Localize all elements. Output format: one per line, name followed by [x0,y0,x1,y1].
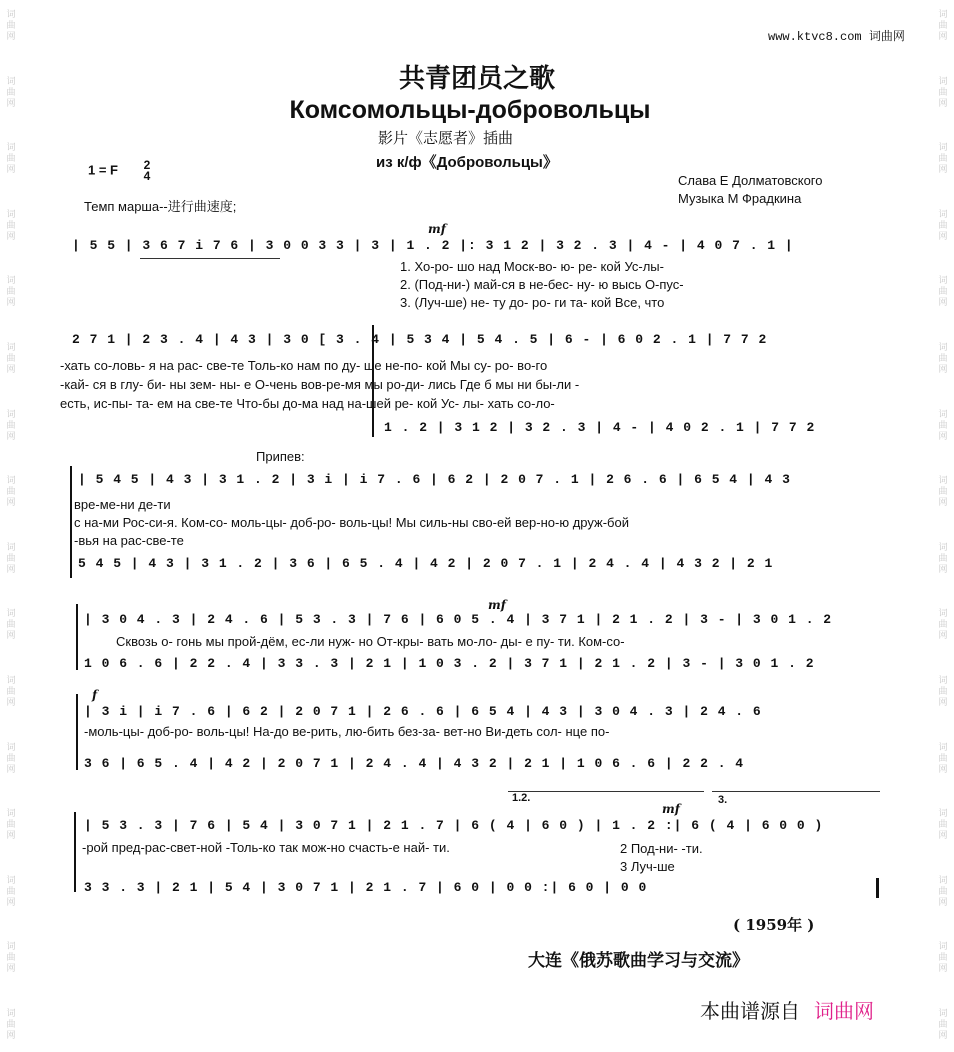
subtitle-russian: из к/ф《Добровольцы》 [376,154,558,171]
title-chinese: 共青团员之歌 [398,64,555,94]
lyric-line: Сквозь о- гонь мы прой-дём, ес-ли нуж- но От-кры- вать мо-ло- ды- е пу- ти. Ком-со- [116,634,625,649]
staff-row-5-lower: 3 6 | 6 5 . 4 | 4 2 | 2 0 7 1 | 2 4 . 4 | 4 3 2 | 2 1 | 1 0 6 . 6 | 2 2 . 4 [84,756,745,771]
watermark-glyph-group: 词 曲 网 [6,542,16,575]
watermark-glyph-group: 词 曲 网 [938,542,948,575]
watermark-glyph-group: 词 曲 网 [6,342,16,375]
dynamic-mf-2: mf [488,598,506,612]
watermark-glyph-group: 词 曲 网 [938,276,948,309]
site-url[interactable]: www.ktvc8.com 词曲网 [768,30,905,44]
lyric-line: -моль-цы- доб-ро- воль-цы! На-до ве-рить, лю-бить без-за- вет-но Ви-деть сол- нце по- [84,724,610,739]
dynamic-mf-3: mf [662,802,680,816]
ending-2-bracket [712,791,880,792]
source-credit: 大连《俄苏歌曲学习与交流》 [528,951,749,971]
staff-row-3-lower: 5 4 5 | 4 3 | 3 1 . 2 | 3 6 | 6 5 . 4 | 4 2 | 2 0 7 . 1 | 2 4 . 4 | 4 3 2 | 2 1 [78,556,774,571]
lyric-line: 3. (Луч-ше) не- ту до- ро- ги та- кой Все, что [400,295,665,310]
watermark-glyph-group: 词 曲 网 [6,209,16,242]
watermark-glyph-group: 词 曲 网 [938,675,948,708]
watermark-glyph-group: 词 曲 网 [6,609,16,642]
staff-row-4-lower: 1 0 6 . 6 | 2 2 . 4 | 3 3 . 3 | 2 1 | 1 0 3 . 2 | 3 7 1 | 2 1 . 2 | 3 - | 3 0 1 . 2 [84,656,815,671]
lyric-line: -вья на рас-све-те [74,533,184,548]
beam-line [140,258,280,259]
lyrics-row-4 [116,634,625,649]
lyric-line: 1. Хо-ро- шо над Моск-во- ю- ре- кой Ус-лы- [400,259,664,274]
system-bracket [76,694,78,770]
lyric-line: 3 Луч-ше [620,859,675,874]
watermark-glyph-group: 词 曲 网 [6,476,16,509]
watermark-glyph-group: 词 曲 网 [6,942,16,975]
watermark-glyph-group: 词 曲 网 [938,875,948,908]
dynamic-mf-1: mf [428,222,446,236]
lyrics-row-2 [60,356,579,413]
staff-row-6: | 5 3 . 3 | 7 6 | 5 4 | 3 0 7 1 | 2 1 . 7 | 6 ( 4 | 6 0 ) | 1 . 2 :| 6 ( 4 | 6 0 0 ) [84,818,824,833]
watermark-glyph-group: 词 曲 网 [938,342,948,375]
composer: Музыка М Фрадкина [678,191,802,206]
watermark-glyph-group: 词 曲 网 [6,875,16,908]
watermark-right [934,0,952,1052]
lyrics-row-1 [400,258,684,312]
lyrics-row-6 [82,840,450,855]
chorus-label: Припев: [256,449,305,464]
watermark-glyph-group: 词 曲 网 [6,675,16,708]
footer-brand-link[interactable]: 词曲网 [814,1001,874,1023]
footer-text: 本曲谱源自 [700,1001,800,1023]
ending-1-label: 1.2. [512,792,531,804]
watermark-glyph-group: 词 曲 网 [938,942,948,975]
watermark-glyph-group: 词 曲 网 [938,809,948,842]
staff-row-2-lower: 1 . 2 | 3 1 2 | 3 2 . 3 | 4 - | 4 0 2 . 1 | 7 7 2 [384,420,816,435]
key-signature [88,160,150,182]
watermark-glyph-group: 词 曲 网 [6,409,16,442]
lyric-line: с на-ми Рос-си-я. Ком-со- моль-цы- доб-ро- воль-цы! Мы силь-ны сво-ей вер-но-ю друж-бой [74,515,629,530]
lyrics-row-5 [84,724,609,739]
year: ( 1959年 ) [733,916,815,934]
lyric-line: вре-ме-ни де-ти [74,497,171,512]
footer [700,995,874,1024]
staff-row-3: | 5 4 5 | 4 3 | 3 1 . 2 | 3 i | i 7 . 6 | 6 2 | 2 0 7 . 1 | 2 6 . 6 | 6 5 4 | 4 3 [78,472,791,487]
watermark-left [2,0,20,1052]
watermark-glyph-group: 词 曲 网 [6,10,16,42]
watermark-glyph-group: 词 曲 网 [938,10,948,42]
system-bracket [70,466,72,578]
lyric-line: есть, ис-пы- та- ем на све-те Что-бы до-ма над на-шей ре- кой Ус- лы- хать со-ло- [60,396,555,411]
staff-row-4: | 3 0 4 . 3 | 2 4 . 6 | 5 3 . 3 | 7 6 | 6 0 5 . 4 | 3 7 1 | 2 1 . 2 | 3 - | 3 0 1 . 2 [84,612,833,627]
watermark-glyph-group: 词 曲 网 [6,76,16,109]
watermark-glyph-group: 词 曲 网 [938,742,948,775]
tempo-marking: Темп марша--进行曲速度; [84,199,237,214]
lyric-line: -хать со-ловь- я на рас- све-те Толь-ко нам по ду- ше не-по- кой Мы су- ро- во-го [60,358,548,373]
credits [678,172,823,208]
watermark-glyph-group: 词 曲 网 [6,1008,16,1041]
subtitle-chinese: 影片《志愿者》插曲 [378,130,514,147]
key-label: 1 = F [88,162,118,178]
ending-1-bracket [508,791,704,792]
system-bracket [76,604,78,670]
watermark-glyph-group: 词 曲 网 [938,76,948,109]
watermark-glyph-group: 词 曲 网 [6,742,16,775]
lyric-line: -кай- ся в глу- би- ны зем- ны- е О-чень вов-ре-мя мы ро-ди- лись Где б мы ни бы-ли - [60,377,580,392]
watermark-glyph-group: 词 曲 网 [938,476,948,509]
watermark-glyph-group: 词 曲 网 [938,409,948,442]
final-barline [876,878,879,898]
watermark-glyph-group: 词 曲 网 [6,143,16,176]
title-russian: Комсомольцы-добровольцы [289,96,651,124]
watermark-glyph-group: 词 曲 网 [6,276,16,309]
system-bracket [74,812,76,892]
watermark-glyph-group: 词 曲 网 [938,1008,948,1041]
lyric-line: 2 Под-ни- -ти. [620,841,703,856]
watermark-glyph-group: 词 曲 网 [938,143,948,176]
watermark-glyph-group: 词 曲 网 [6,809,16,842]
time-signature [144,160,151,182]
time-bottom: 4 [143,169,151,183]
lyric-line: 2. (Под-ни-) май-ся в не-бес- ну- ю высь О-пус- [400,277,684,292]
staff-row-6-lower: 3 3 . 3 | 2 1 | 5 4 | 3 0 7 1 | 2 1 . 7 | 6 0 | 0 0 :| 6 0 | 0 0 [84,880,648,895]
lyrics-row-3 [74,496,629,550]
lyrics-row-6-verses [620,840,703,876]
ending-2-label: 3. [718,794,728,806]
watermark-glyph-group: 词 曲 网 [938,609,948,642]
lyric-line: -рой пред-рас-свет-ной -Толь-ко так мож-но счасть-е най- ти. [82,840,450,855]
staff-row-5: | 3 i | i 7 . 6 | 6 2 | 2 0 7 1 | 2 6 . 6 | 6 5 4 | 4 3 | 3 0 4 . 3 | 2 4 . 6 [84,704,762,719]
staff-row-1: | 5 5 | 3 6 7 i 7 6 | 3 0 0 3 3 | 3 | 1 . 2 |: 3 1 2 | 3 2 . 3 | 4 - | 4 0 7 . 1 | [72,238,794,253]
staff-row-2: 2 7 1 | 2 3 . 4 | 4 3 | 3 0 [ 3 . 4 | 5 3 4 | 5 4 . 5 | 6 - | 6 0 2 . 1 | 7 7 2 [72,332,768,347]
lyricist: Слава Е Долматовского [678,173,823,188]
time-top: 2 [143,158,151,172]
dynamic-f: f [92,688,98,702]
watermark-glyph-group: 词 曲 网 [938,209,948,242]
